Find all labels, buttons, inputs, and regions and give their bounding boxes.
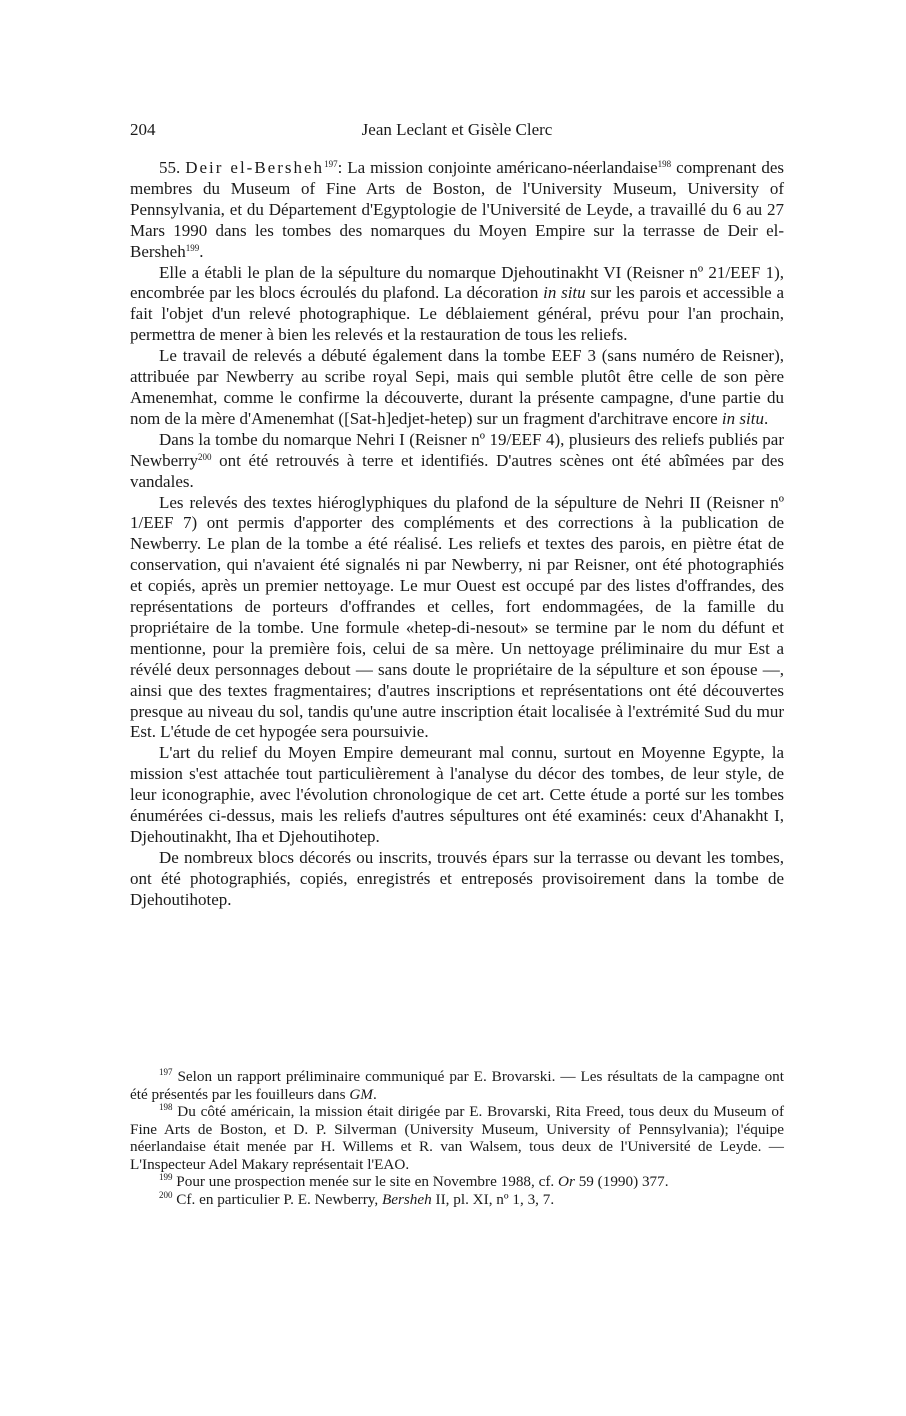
footnote-text: Du côté américain, la mission était dirigée par E. Brovarski, Rita Freed, tous deux du Museum of Fine Arts de Boston, et D. P. Silverman (University Museum, University of Pennsylvania); l'équipe néerlandaise était menée par H. Willems et R. van Walsem, tous deux de l'Université de Leyde. — L'Inspecteur Adel Makary représentait l'EAO. — [130, 1103, 784, 1173]
italic-term: in situ — [721, 408, 764, 428]
italic-term: in situ — [543, 283, 586, 303]
paragraph-text: : La mission conjointe américano-néerlandaise — [337, 158, 658, 177]
footnote-200 — [130, 1191, 784, 1209]
paragraph-text: Dans la tombe du nomarque Nehri I (Reisner nº 19/EEF 4), plusieurs des reliefs publiés par Newberry — [130, 429, 784, 470]
main-text — [130, 158, 784, 911]
footnote-ref-200: 200 — [197, 451, 212, 462]
footnote-text: Selon un rapport préliminaire communiqué par E. Brovarski. — Les résultats de la campagne ont été présentés par les fouilleurs dans — [130, 1068, 784, 1103]
paragraph-55 — [130, 158, 784, 263]
footnote-number: 197 — [159, 1067, 173, 1077]
footnote-ref-197: 197 — [324, 159, 338, 169]
page-header — [130, 120, 784, 142]
footnote-text: Cf. en particulier P. E. Newberry, — [172, 1190, 382, 1208]
footnotes — [130, 1068, 784, 1208]
footnote-ref-199: 199 — [185, 242, 200, 253]
italic-term: Bersheh — [381, 1190, 432, 1208]
paragraph — [130, 263, 784, 347]
paragraph-text: comprenant des membres du Museum of Fine Arts de Boston, de l'University Museum, University of Pennsylvania, et du Département d'Egyptologie de l'Université de Leyde, a travaillé du 6 au 27 Mars 1990 dans les tombes des nomarques du Moyen Empire sur la terrasse de Deir el-Bersheh — [130, 158, 785, 261]
paragraph-text: sur les parois et accessible a fait l'objet d'un relevé photographique. Le déblaiement général, prévu pour l'an prochain, permettra de mener à bien les relevés et la restauration de tous les reliefs. — [130, 283, 784, 345]
footnote-text: . — [372, 1085, 377, 1103]
footnote-number: 200 — [159, 1189, 173, 1200]
paragraph: L'art du relief du Moyen Empire demeurant mal connu, surtout en Moyenne Egypte, la mission s'est attachée tout particulièrement à l'analyse du décor des tombes, de leur style, de leur iconographie, avec l'évolution chronologique de cet art. Cette étude a porté sur les tombes énumérées ci-dessus, mais les reliefs d'autres sépultures ont été examinés: ceux d'Ahanakht I, Djehoutinakht, Iha et Djehoutihotep. — [130, 743, 784, 846]
paragraph-text: . — [763, 408, 769, 428]
paragraph-text: Elle a établi le plan de la sépulture du nomarque Djehoutinakht VI (Reisner nº 21/EEF 1), encombrée par les blocs écroulés du plafond. La décoration — [130, 262, 784, 303]
section-number: 55. — [159, 158, 181, 177]
footnote-199 — [130, 1173, 784, 1191]
page-number: 204 — [130, 120, 156, 139]
footnote-ref-198: 198 — [657, 159, 672, 169]
italic-term: Or — [558, 1173, 575, 1190]
footnote-198 — [130, 1103, 784, 1173]
paragraph-text: Le travail de relevés a débuté également dans la tombe EEF 3 (sans numéro de Reisner), attribuée par Newberry au scribe royal Sepi, mais qui semble plutôt être celle de son père Amenemhat, comme le confirme la découverte, durant la présente campagne, d'une partie du nom de la mère d'Amenemhat ([Sat-h]edjet-hetep) sur un fragment d'architrave encore — [130, 346, 784, 428]
italic-term: GM — [349, 1085, 373, 1103]
footnote-text: Pour une prospection menée sur le site en Novembre 1988, cf. — [172, 1173, 558, 1190]
footnote-number: 199 — [159, 1172, 173, 1182]
paragraph: Les relevés des textes hiéroglyphiques du plafond de la sépulture de Nehri II (Reisner nº 1/EEF 7) ont permis d'apporter des compléments et des corrections à la publication de Newberry. Le plan de la tombe a été réalisé. Les reliefs et textes des parois, en piètre état de conservation, qui n'avaient été signalés ni par Newberry, ni par Reisner, ont été photographiés et copiés, après un premier nettoyage. Le mur Ouest est occupé par des listes d'offrandes, des représentations de porteurs d'offrandes et celles, fort endommagées, de la famille du propriétaire de la tombe. Une formule «hetep-di-nesout» se termine par le nom du défunt et mentionne, pour la première fois, celui de sa mère. Un nettoyage préliminaire du mur Est a révélé deux personnages debout — sans doute le propriétaire de la sépulture et son épouse —, ainsi que des textes fragmentaires; d'autres inscriptions et représentations ont été découvertes presque au niveau du sol, tandis qu'une autre inscription était localisée à l'extrémité Sud du mur Est. L'étude de cet hypogée sera poursuivie. — [130, 492, 784, 742]
footnote-197 — [130, 1068, 784, 1103]
paragraph-text: ont été retrouvés à terre et identifiés. D'autres scènes ont été abîmées par des vandales. — [130, 450, 784, 491]
paragraph — [130, 430, 784, 493]
paragraph-text: . — [199, 241, 204, 261]
footnote-number: 198 — [159, 1102, 173, 1112]
footnote-text: II, pl. XI, nº 1, 3, 7. — [431, 1190, 555, 1208]
paragraph: De nombreux blocs décorés ou inscrits, trouvés épars sur la terrasse ou devant les tombes, ont été photographiés, copiés, enregistrés et entreposés provisoirement dans la tombe de Djehoutihotep. — [130, 847, 784, 909]
footnote-text: 59 (1990) 377. — [574, 1173, 669, 1190]
running-title: Jean Leclant et Gisèle Clerc — [361, 120, 553, 139]
paragraph — [130, 346, 784, 430]
site-name: Deir el-Bersheh — [185, 158, 325, 177]
